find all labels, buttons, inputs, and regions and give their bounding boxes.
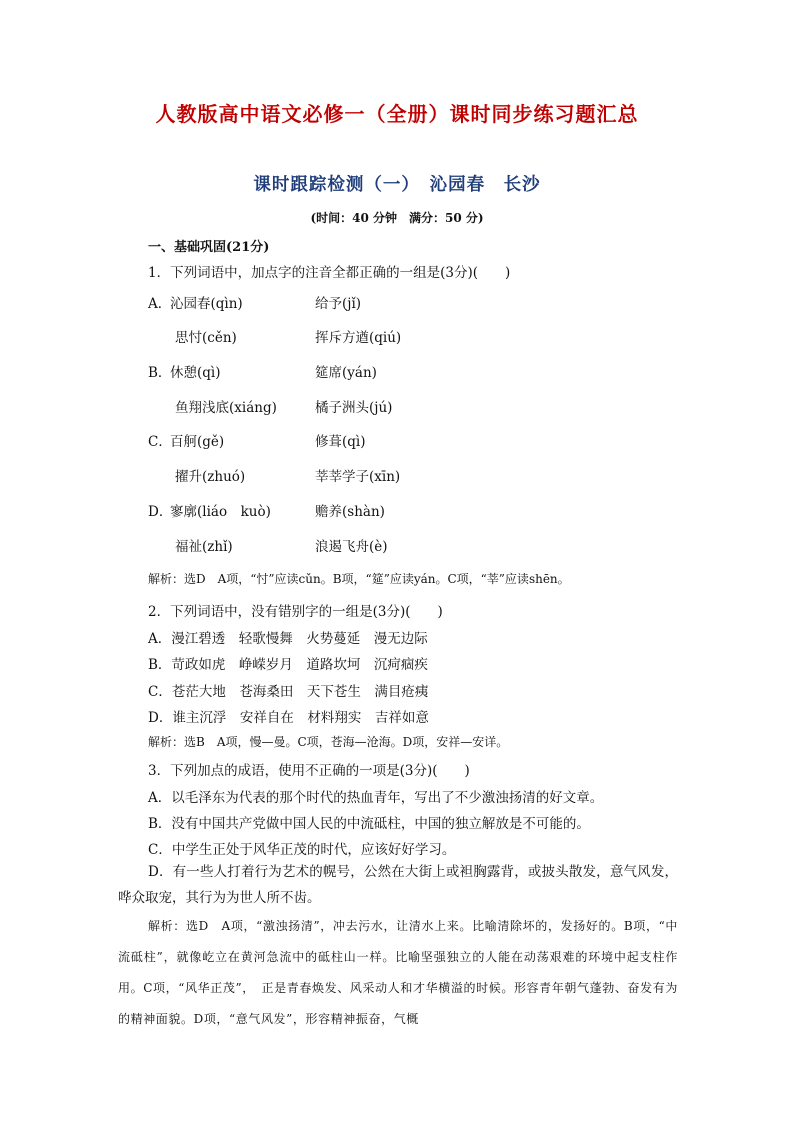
- sub-title: 课时跟踪检测（一） 沁园春 长沙: [253, 175, 541, 195]
- q3-analysis: 解析：选D A项，“激浊扬清”，冲去污水，让清水上来。比喻清除坏的，发扬好的。B项，“中流砥柱”，就像屹立在黄河急流中的砥柱山一样。比喻坚强独立的人能在动荡艰难的环境中起支柱作用。C项，“风华正茂”， 正是青春焕发、风采动人和才华横溢的时候。形容青年朝气蓬勃、奋发有为的精神面貌。D项，“意气风发”，形容精神振奋，气概: [118, 919, 678, 1026]
- q1-option-a-word-4: 挥斥方遒(qiú): [315, 330, 402, 346]
- q1-option-b-word-4: 橘子洲头(jú): [315, 400, 393, 416]
- main-title: 人教版高中语文必修一（全册）课时同步练习题汇总: [155, 102, 639, 126]
- question-1-stem: 1．下列词语中，加点字的注音全都正确的一组是(3分)( ): [148, 265, 511, 281]
- q1-option-b-word-1: 休憩(qì): [170, 365, 221, 381]
- q1-option-a-word-3: 思忖(cěn): [175, 330, 237, 346]
- q1-option-c-word-1: 百舸(gě): [170, 434, 225, 450]
- section-heading: 一、基础巩固(21分): [148, 240, 270, 255]
- q1-option-b-letter: B．: [148, 365, 172, 381]
- q1-option-c-letter: C．: [148, 434, 172, 450]
- q1-option-d-word-3: 福祉(zhǐ): [175, 539, 233, 555]
- q1-option-d-word-4: 浪遏飞舟(è): [315, 539, 388, 555]
- q1-option-b-word-2: 筵席(yán): [315, 365, 377, 381]
- q1-analysis: 解析：选D A项，“忖”应读cǔn。B项，“筵”应读yán。C项，“莘”应读shēn。: [148, 572, 570, 586]
- q1-option-a-word-2: 给予(jǐ): [315, 296, 362, 312]
- q3-option-a: A．以毛泽东为代表的那个时代的热血青年，写出了不少激浊扬清的好文章。: [148, 790, 604, 806]
- question-3-stem: 3．下列加点的成语，使用不正确的一项是(3分)( ): [148, 763, 470, 779]
- q3-option-d: D．有一些人打着行为艺术的幌号，公然在大街上或袒胸露背，或披头散发，意气风发，哗众取宠，其行为为世人所不齿。: [118, 864, 678, 906]
- time-info: (时间：40 分钟 满分：50 分): [310, 211, 484, 225]
- q1-option-d-letter: D．: [148, 504, 173, 520]
- q1-option-d-word-1: 寥廓(liáo kuò): [170, 504, 271, 520]
- q1-option-b-word-3: 鱼翔浅底(xiáng): [175, 400, 277, 416]
- q1-option-d-word-2: 赡养(shàn): [315, 504, 385, 520]
- q3-option-b: B．没有中国共产党做中国人民的中流砥柱，中国的独立解放是不可能的。: [148, 816, 590, 832]
- q3-option-c: C．中学生正处于风华正茂的时代，应该好好学习。: [148, 842, 456, 858]
- q2-option-d: D．谁主沉浮 安祥自在 材料翔实 吉祥如意: [148, 710, 429, 726]
- q1-option-a-letter: A．: [148, 296, 172, 312]
- question-2-stem: 2．下列词语中，没有错别字的一组是(3分)( ): [148, 604, 443, 620]
- q1-option-c-word-2: 修葺(qì): [315, 434, 366, 450]
- q1-option-c-word-4: 莘莘学子(xīn): [315, 469, 401, 485]
- q1-option-c-word-3: 擢升(zhuó): [175, 469, 246, 485]
- q2-option-b: B．苛政如虎 峥嵘岁月 道路坎坷 沉疴痼疾: [148, 657, 428, 673]
- q2-option-c: C．苍茫大地 苍海桑田 天下苍生 满目疮痍: [148, 684, 429, 700]
- q2-analysis: 解析：选B A项，慢—曼。C项，苍海—沧海。D项，安祥—安详。: [148, 735, 509, 749]
- q2-option-a: A．漫江碧透 轻歌慢舞 火势蔓延 漫无边际: [148, 631, 428, 647]
- q1-option-a-word-1: 沁园春(qìn): [170, 296, 243, 312]
